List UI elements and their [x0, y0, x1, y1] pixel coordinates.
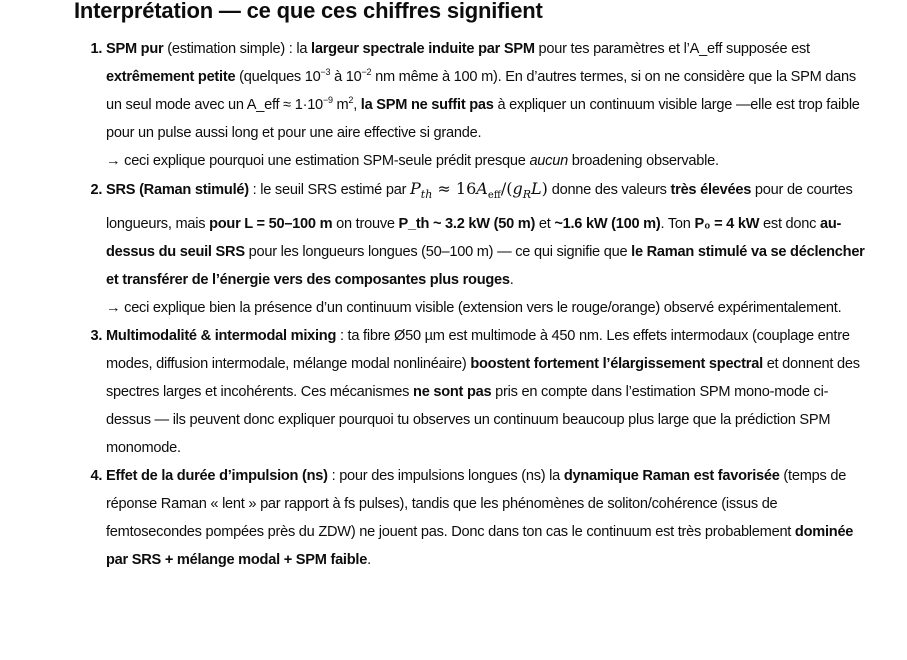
list-item-srs	[106, 175, 871, 322]
bold-text: P_th ~ 3.2 kW (50 m)	[398, 216, 536, 233]
text-segment: à expliquer un continuum visible large —elle est trop faible pour un pulse aussi long et pour une aire effective si grande.	[106, 97, 860, 141]
text-segment: m	[332, 97, 349, 113]
superscript: 2	[348, 95, 354, 106]
text-segment: ,	[353, 97, 361, 113]
text-segment: (temps de réponse Raman « lent » par rapport à fs pulses), tandis que les phénomènes de soliton/cohérence (issus de femtosecondes pompées près du ZDW) ne jouent pas. Donc dans ton cas le continuum est très probablement	[106, 468, 847, 541]
text-segment: pour tes paramètres et l’A_eff supposée est	[534, 41, 810, 57]
text-segment: : le seuil SRS estimé par	[248, 182, 411, 198]
bold-text: la SPM ne suffit pas	[360, 97, 494, 113]
superscript: −9	[322, 95, 333, 106]
bold-text: au-dessus du seuil SRS	[106, 216, 842, 261]
bold-text: Effet de la durée d’impulsion (ns)	[106, 468, 328, 485]
text-segment: → ceci explique bien la présence d’un continuum visible (extension vers le rouge/orange) observé expérimentalement.	[106, 300, 842, 317]
bold-text: Multimodalité & intermodal mixing	[106, 328, 337, 345]
text-segment: → ceci explique pourquoi une estimation SPM-seule prédit presque	[106, 153, 530, 169]
text-segment: : pour des impulsions longues (ns) la	[327, 468, 564, 485]
text-segment: donne des valeurs	[547, 182, 671, 198]
bold-text: dominée par SRS + mélange modal + SPM faible	[106, 524, 854, 569]
text-segment: pris en compte dans l’estimation SPM mono-mode ci-dessus — ils peuvent donc expliquer pourquoi tu observes un continuum beaucoup plus large que la prédiction SPM monomode.	[106, 384, 831, 457]
bold-text: ne sont pas	[413, 384, 492, 401]
interpretation-list	[72, 35, 871, 574]
bold-text: SRS	[106, 182, 136, 198]
list-item-pulse-duration	[106, 462, 871, 574]
superscript: −3	[320, 67, 331, 78]
text-segment: .	[509, 272, 514, 289]
text-segment: (quelques 10	[235, 69, 321, 85]
bold-text: ~1.6 kW (100 m)	[554, 216, 661, 233]
text-segment: broadening observable.	[567, 153, 719, 169]
bold-text: très élevées	[670, 182, 752, 198]
text-segment: on trouve	[332, 216, 399, 233]
text-segment: est donc	[759, 216, 821, 233]
text-segment: .	[367, 552, 371, 569]
bold-text: (Raman stimulé)	[135, 182, 249, 198]
text-segment: aucun	[529, 153, 568, 169]
list-item-spm	[106, 35, 871, 175]
text-segment: et donnent des spectres larges et incohérents. Ces mécanismes	[106, 356, 860, 401]
text-segment: nm même à 100 m). En d’autres termes, si on ne considère que la SPM dans un seul mode avec un A_eff ≈ 1·10	[106, 69, 856, 113]
text-segment: pour de courtes longueurs, mais	[106, 182, 853, 233]
bold-text: dynamique Raman est favorisée	[563, 468, 780, 485]
text-segment: pour les longueurs longues (50–100 m) — ce qui signifie que	[244, 244, 632, 261]
bold-text: P₀ = 4 kW	[694, 216, 760, 233]
bold-text: SPM pur	[106, 41, 164, 57]
bold-text: le Raman stimulé va se déclencher et transférer de l’énergie vers des composantes plus rouges	[106, 244, 865, 289]
text-segment: et	[535, 216, 555, 233]
superscript: −2	[361, 67, 372, 78]
bold-text: pour L = 50–100 m	[209, 216, 333, 233]
list-item-multimode	[106, 322, 871, 462]
text-segment: à 10	[330, 69, 362, 85]
text-segment: : ta fibre Ø50 µm est multimode à 450 nm. Les effets intermodaux (couplage entre modes, diffusion intermodale, mélange modal nonlinéaire)	[106, 328, 850, 373]
bold-text: boostent fortement l’élargissement spectral	[470, 356, 763, 373]
bold-text: largeur spectrale induite par SPM	[311, 41, 535, 57]
section-heading: Interprétation — ce que ces chiffres signifient	[74, 0, 543, 23]
bold-text: extrêmement petite	[106, 69, 236, 85]
text-segment: . Ton	[660, 216, 695, 233]
text-segment: (estimation simple) : la	[163, 41, 312, 57]
srs-threshold-formula: $P_{th} \approx 16A_{eff}/(g_RL)$	[410, 179, 548, 202]
